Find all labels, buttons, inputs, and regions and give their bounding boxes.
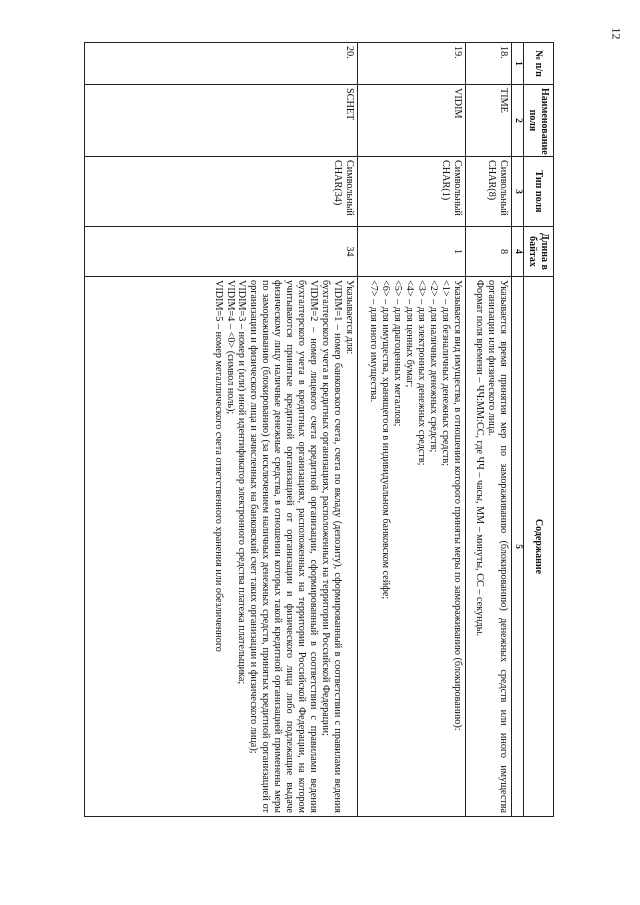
content-line: VIDIM=1 – номер банковского счета, счета по вкладу (депозиту), сформированный в соответствии с правилами ведения бухгалтерского учета в кредитных организациях, расположенных на территории Российской Федерации; [320,280,343,813]
rotated-page-frame [84,42,554,817]
column-number: 5 [511,277,523,817]
content-line: VIDIM=5 – номер металлического счета ответственного хранения или обезличенного [212,280,224,652]
page-number: 12 [609,27,624,40]
column-number: 4 [511,227,523,277]
table-row [85,43,358,817]
row-field-length: 1 [357,227,465,277]
row-field-name: TIME [465,85,511,157]
content-line: <2> – для наличных денежных средств; [428,280,440,453]
row-content [465,277,511,817]
content-line: Формат поля времени – ЧЧ:ММ:СС, где ЧЧ – часы, ММ – минуты, СС – секунды. [474,280,486,637]
content-line: VIDIM=3 – номер и (или) иной идентификатор электронного средства платежа плательщика; [236,280,248,685]
row-field-length: 34 [85,227,358,277]
header-name: Наименование поля [524,85,554,157]
table-row [357,43,465,817]
row-num: 18. [465,43,511,85]
field-spec-table [84,42,554,817]
row-field-name: VIDIM [357,85,465,157]
table-header-row [524,43,554,817]
header-content: Содержание [524,277,554,817]
row-content [357,277,465,817]
field-spec-table-container [84,42,554,817]
header-num: № п/п [524,43,554,85]
content-line: Указывается для: [343,280,355,355]
content-line: <5> – для драгоценных металлов; [392,280,404,427]
content-line: VIDIM=4 – <0> (символ ноль); [224,280,236,415]
header-length: Длина в байтах [524,227,554,277]
content-line: <4> – для ценных бумаг; [404,280,416,388]
table-row [465,43,511,817]
content-line: VIDIM=2 – номер лицевого счета кредитной организации, сформированный в соответствии с правилами ведения бухгалтерского учета в кредитных организациях, расположенных на территории Российской Федерации, на котором учитываются принятые кредитной организацией от организации и физического лица либо подлежащие выдаче физическому лицу наличные денежные средства, в отношении которых такой кредитной организацией применены меры по замораживанию (блокированию) (за исключением наличных денежных средств, принятых кредитной организацией от организации и физического лица и зачисленных на банковский счет таких организации и физического лица); [248,280,320,813]
content-line: <7> – для иного имущества. [368,280,380,403]
row-field-type: Символьный CHAR(8) [465,157,511,227]
column-number-row [511,43,523,817]
column-number: 3 [511,157,523,227]
column-number: 2 [511,85,523,157]
content-line: <1> – для безналичных денежных средств; [439,280,451,467]
content-line: <3> – для электронных денежных средств; [416,280,428,466]
header-type: Тип поля [524,157,554,227]
row-num: 20. [85,43,358,85]
column-number: 1 [511,43,523,85]
row-content [85,277,358,817]
row-field-type: Символьный CHAR(1) [357,157,465,227]
content-line: <6> – для имущества, хранящегося в индивидуальном банковском сейфе; [380,280,392,600]
content-line: Указывается вид имущества, в отношении которого приняты меры по замораживанию (блокированию): [451,280,463,731]
row-field-name: SCHET [85,85,358,157]
row-field-type: Символьный CHAR(34) [85,157,358,227]
row-num: 19. [357,43,465,85]
row-field-length: 8 [465,227,511,277]
content-line: Указывается время принятия мер по замораживанию (блокированию) денежных средств или иного имущества организации или физического лица. [485,280,509,813]
